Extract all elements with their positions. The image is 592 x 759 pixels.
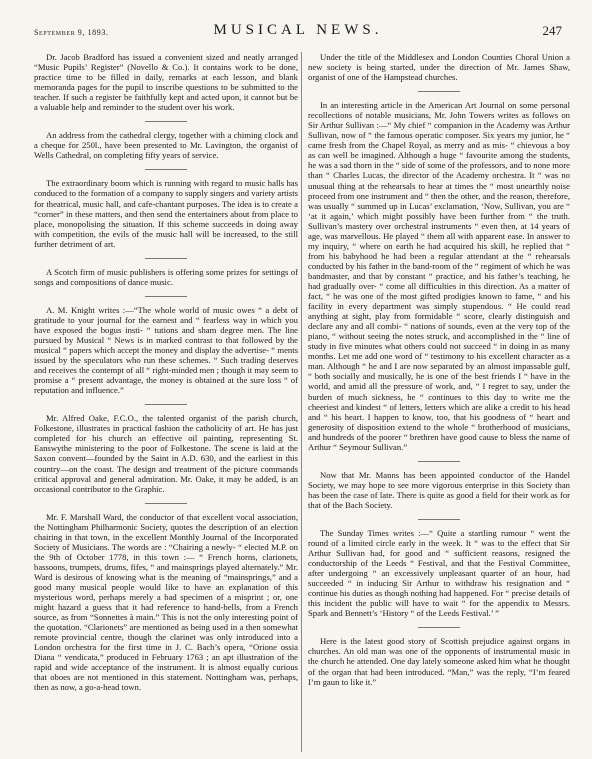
article-scotch-prizes: A Scotch firm of music publishers is offering some prizes for settings of songs and compositions of dance music. bbox=[34, 266, 298, 287]
page-header bbox=[34, 22, 562, 42]
article-separator bbox=[145, 296, 187, 297]
article-bradford-register: Dr. Jacob Bradford has issued a convenient sized and neatly arranged “Music Pupils’ Register” (Novello & Co.). It contains work to be done, practice time to be filled in daily, remarks at each lesson, and blank memoranda pages for the pupil to inscribe questions to be submitted to the teacher. If such a register be faithfully kept and acted upon, it cannot but be a valuable help and reminder to the student over his work. bbox=[34, 52, 298, 113]
article-separator bbox=[145, 503, 187, 504]
article-separator bbox=[145, 258, 187, 259]
article-music-hall-company: The extraordinary boom which is running with regard to music halls has conduced to the formation of a company to supply singers and variety artists for theatrical, music hall, and cafe-chantant purposes. The idea is to create a “corner” in these matters, and then send the entertainers about from place to place, monopolising the situation. If this scheme succeeds in doing away with competition, the evils of the music hall will be increased, to the still further detriment of art. bbox=[34, 178, 298, 249]
article-sunday-times-rumour: The Sunday Times writes :—“ Quite a startling rumour “ went the round of a limited circle early in the week. It “ was to the effect that Sir Arthur Sullivan had, for good and “ sufficient reasons, resigned the conductorship of the Leeds “ Festival, and that the Festival Committee, after undergoing “ an excessively unpleasant quarter of an hour, had succeeded “ in inducing Sir Arthur to withdraw his resignation and “ continue his duties as though nothing had happened. For “ precise details of this incident the public will have to wait “ for the appendix to Messrs. Spark and Bennett’s ‘History “ of the Leeds Festival.’ ” bbox=[308, 527, 570, 619]
article-separator bbox=[145, 404, 187, 405]
article-scottish-organ-story: Here is the latest good story of Scottish prejudice against organs in churches. An old man was one of the opponents of instrumental music in the church he attended. One day lately someone asked him what he thought of the organ that had been introduced. “Man,” was the reply, “I’m feared I’m gaun to like it.” bbox=[308, 636, 570, 687]
article-lavington-presentation: An address from the cathedral clergy, together with a chiming clock and a cheque for 250l., have been presented to Mr. Lavington, the organist of Wells Cathedral, on completing fifty years of service. bbox=[34, 130, 298, 161]
article-separator bbox=[418, 627, 460, 628]
right-column bbox=[308, 52, 570, 696]
article-sullivan-recollections: In an interesting article in the American Art Journal on some personal recollections of notable musicians, Mr. John Towers writes as follows on Sir Arthur Sullivan :—“ My chief “ companion in the Academy was Arthur Sullivan, now of “ the famous operatic composer. Six years my junior, he “ came fresh from the Chapel Royal, as merry and as mis- “ chievous a boy as can well be imagined. Although a huge “ favourite among the students, he was a sad thorn in the “ side of some of the professors, and to none more than “ Charles Lucas, the director of the Academy orchestra. It “ was no unusual thing at the rehearsals to hear at times the “ most unearthly noise proceed from one instrument and “ then the other, and the reason, therefore, was usually “ summed up in Lucas’ exclamation, ‘Now, Sullivan, you are “ ‘at it again,’ which might possibly have been further from “ the truth. Sullivan’s mastery over orchestral instruments “ even then, at 14 years of age, was marvellous. He played “ them all with apparent ease. In answer to my inquiry, “ where on earth he had acquired his skill, he replied that “ from his babyhood he had been a regular attendant at the “ rehearsals conducted by his father in the band-room of the “ regiment of which he was bandmaster, and that by constant “ practice, and his father’s teaching, he had gradually over- “ come all difficulties in this direction. As a matter of fact, “ he was one of the most gifted prodigies known to fame, “ and his facility in every department was simply stupendous. “ He could read anything at sight, play from formidable “ score, clearly distinguish and declare any and all combi- “ nations of sounds, even at the very top of the piano, “ without seeing the notes struck, and accomplished in the “ line of study in five minutes what others could not succeed “ in doing in as many months. Let me add one word of “ testimony to his excellent character as a man. Although “ he and I are now separated by an almost impassable gulf, “ both socially and musically, he is one of the best friends I “ have in the world, and amid all the pressure of work, and, “ I regret to say, under the burden of much sickness, he “ continues to this day to write me the cheeriest and kindest “ of letters, letters which are alike a credit to his head and “ his heart. I happen to know, too, that his goodness of “ heart and generosity of disposition extend to the whole “ brotherhood of musicians, and hundreds of the poorer “ brethren have good cause to bless the name of Arthur “ Seymour Sullivan.” bbox=[308, 100, 570, 452]
article-separator bbox=[418, 461, 460, 462]
article-manns-handel-society: Now that Mr. Manns has been appointed conductor of the Handel Society, we may hope to see more vigorous enterprise in this Society than has been the case of late. There is quite as good a field for their work as for that of the Bach Society. bbox=[308, 469, 570, 510]
issue-date: September 9, 1893. bbox=[34, 28, 109, 37]
column-divider bbox=[301, 52, 302, 752]
page-number: 247 bbox=[542, 23, 562, 38]
article-separator bbox=[145, 169, 187, 170]
article-separator bbox=[418, 91, 460, 92]
left-column bbox=[34, 52, 298, 701]
article-knight-letter: A. M. Knight writes :—“The whole world of music owes “ a debt of gratitude to your journal for the earnest and “ fearless way in which you have exposed the bogus insti- “ tutions and sham degree men. The line pursued by Musical “ News is in marked contrast to that followed by the musical “ papers which accept the money and display the advertise- “ ments issued by the speculators who run these schemes. “ Such trading deserves and receives the contempt of all “ right-minded men ; though it may seem to promise a “ present advantage, the money is obtained at the sure loss “ of reputation and influence.” bbox=[34, 304, 298, 396]
article-separator bbox=[145, 121, 187, 122]
article-choral-union: Under the title of the Middlesex and London Counties Choral Union a new society is being started, under the direction of Mr. James Shaw, organist of one of the Hampstead churches. bbox=[308, 52, 570, 83]
article-marshall-ward: Mr. F. Marshall Ward, the conductor of that excellent vocal association, the Nottingham Philharmonic Society, quotes the description of an election chairing in that town, in the excellent Monthly Journal of the Incorporated Society of Musicians. The words are : “Chairing a newly- “ elected M.P. on the 9th of October 1778, in this town :— “ French horns, clarionets, bassoons, trumpets, drums, fifes, “ and mainsprings played alternately.” Mr. Ward is desirous of knowing what is the meaning of “mainsprings,” and a good many musical people would like to have an explanation of this mysterious word, perhaps merely a bad specimen of a misprint ; or, one might hazard a guess that it had reference to hand-bells, from a French source, as from “Sonnettes à main.” This is not the only interesting point of the quotation. “Clarionets” are mentioned as being used in a then somewhat remote provincial centre, though the clarinet was only introduced into a London orchestra for the first time in J. C. Bach’s opera, “Orione ossia Diana “ vendicata,” produced in February 1763 ; an apt illustration of the rapid and wide acceptance of the instrument. It is almost equally curious that oboes are not mentioned in this statement. Nottingham was, perhaps, then as now, a go-a-head town. bbox=[34, 511, 298, 693]
masthead-title: MUSICAL NEWS. bbox=[213, 22, 383, 38]
article-separator bbox=[418, 519, 460, 520]
article-oake-painting: Mr. Alfred Oake, F.C.O., the talented organist of the parish church, Folkestone, illustrates in practical fashion the catholicity of art. He has just completed for his church an effective oil painting, representing St. Eanswythe ministering to the poor of Folkestone. The scene is laid at the Saxon convent—founded by the Saint in A.D. 630, and the earliest in this country—on the coast. The design and treatment of the picture commands critical approval and general admiration. Mr. Oake, it may be added, is an occasional contributor to the Graphic. bbox=[34, 413, 298, 494]
